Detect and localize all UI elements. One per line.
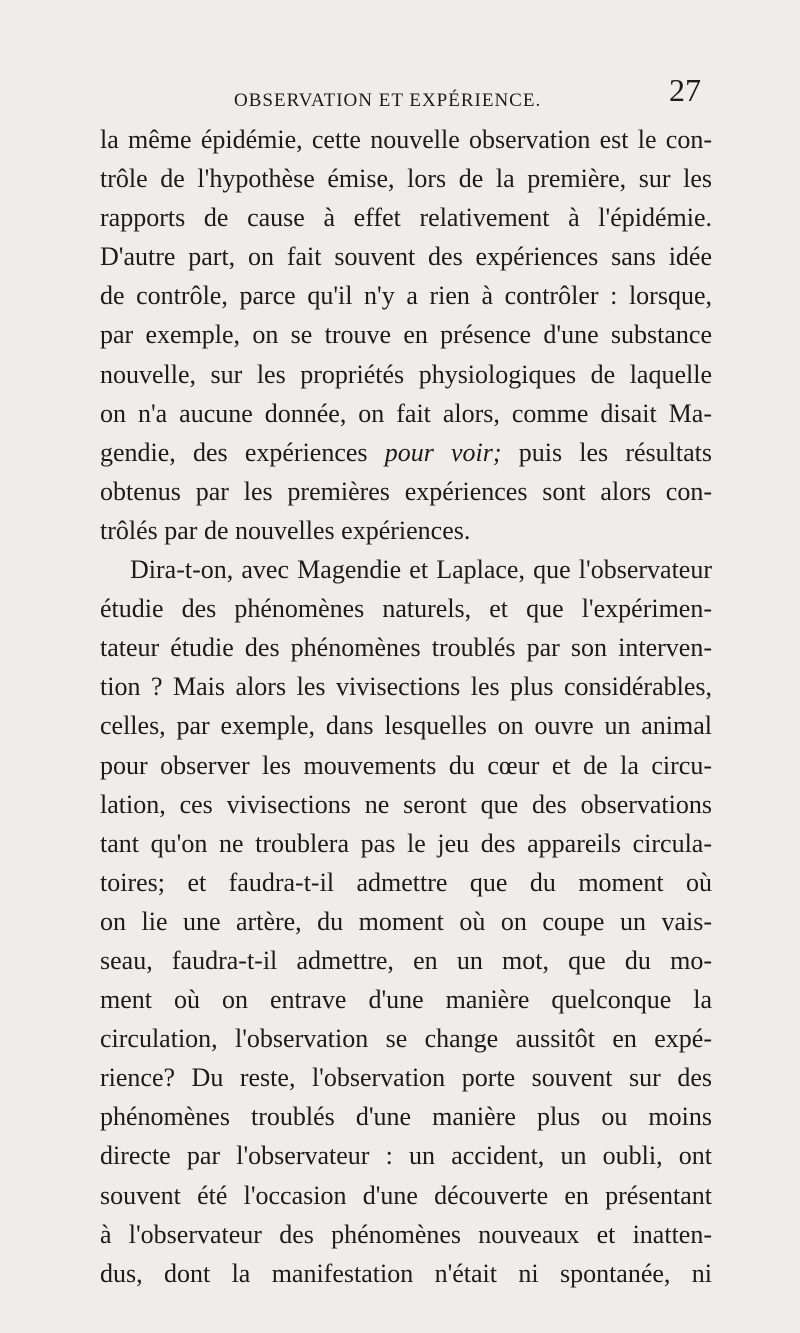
text-line: on n'a aucune donnée, on fait alors, comme disait Ma- bbox=[100, 398, 712, 428]
text-line: phénomènes troublés d'une manière plus ou moins bbox=[100, 1102, 712, 1132]
text-line: rience? Du reste, l'observation porte souvent sur des bbox=[100, 1063, 712, 1093]
text-line: directe par l'observateur : un accident, un oubli, ont bbox=[100, 1141, 712, 1171]
text-line: pour observer les mouvements du cœur et de la circu- bbox=[100, 750, 712, 780]
text-line: trôlés par de nouvelles expériences. bbox=[100, 515, 471, 545]
text-line: tion ? Mais alors les vivisections les plus considérables, bbox=[100, 672, 712, 702]
text-line: toires; et faudra-t-il admettre que du moment où bbox=[100, 867, 712, 897]
text-line: tant qu'on ne troublera pas le jeu des appareils circula- bbox=[100, 828, 712, 858]
text-line: par exemple, on se trouve en présence d'une substance bbox=[100, 320, 712, 350]
text-line: ment où on entrave d'une manière quelconque la bbox=[100, 985, 712, 1015]
text-line: seau, faudra-t-il admettre, en un mot, que du mo- bbox=[100, 945, 712, 975]
text-line: à l'observateur des phénomènes nouveaux et inatten- bbox=[100, 1219, 712, 1249]
page-number: 27 bbox=[669, 72, 701, 108]
text-line: étudie des phénomènes naturels, et que l'expérimen- bbox=[100, 594, 712, 624]
text-segment: gendie, des expériences bbox=[100, 437, 368, 467]
text-line: circulation, l'observation se change aussitôt en expé- bbox=[100, 1024, 712, 1054]
italic-phrase: pour voir; bbox=[384, 437, 502, 467]
text-line: tateur étudie des phénomènes troublés par son interven- bbox=[100, 633, 712, 663]
text-line: nouvelle, sur les propriétés physiologiques de laquelle bbox=[100, 359, 712, 389]
text-line: obtenus par les premières expériences sont alors con- bbox=[100, 476, 712, 506]
text-segment: puis les résultats bbox=[518, 437, 712, 467]
text-line: souvent été l'occasion d'une découverte en présentant bbox=[100, 1180, 712, 1210]
body-text bbox=[100, 120, 712, 1293]
text-line: on lie une artère, du moment où on coupe un vais- bbox=[100, 906, 712, 936]
paragraph-start-line: Dira-t-on, avec Magendie et Laplace, que l'observateur bbox=[130, 555, 712, 585]
text-line: de contrôle, parce qu'il n'y a rien à contrôler : lorsque, bbox=[100, 281, 712, 311]
text-line: trôle de l'hypothèse émise, lors de la première, sur les bbox=[100, 164, 712, 194]
text-line: dus, dont la manifestation n'était ni spontanée, ni bbox=[100, 1258, 712, 1288]
text-line: lation, ces vivisections ne seront que des observations bbox=[100, 789, 712, 819]
text-line: rapports de cause à effet relativement à l'épidémie. bbox=[100, 203, 712, 233]
text-line-mixed bbox=[100, 433, 712, 472]
text-line: D'autre part, on fait souvent des expériences sans idée bbox=[100, 242, 712, 272]
text-line: celles, par exemple, dans lesquelles on ouvre un animal bbox=[100, 711, 712, 741]
running-title: OBSERVATION ET EXPÉRIENCE. bbox=[234, 90, 542, 111]
text-line: la même épidémie, cette nouvelle observation est le con- bbox=[100, 125, 712, 154]
